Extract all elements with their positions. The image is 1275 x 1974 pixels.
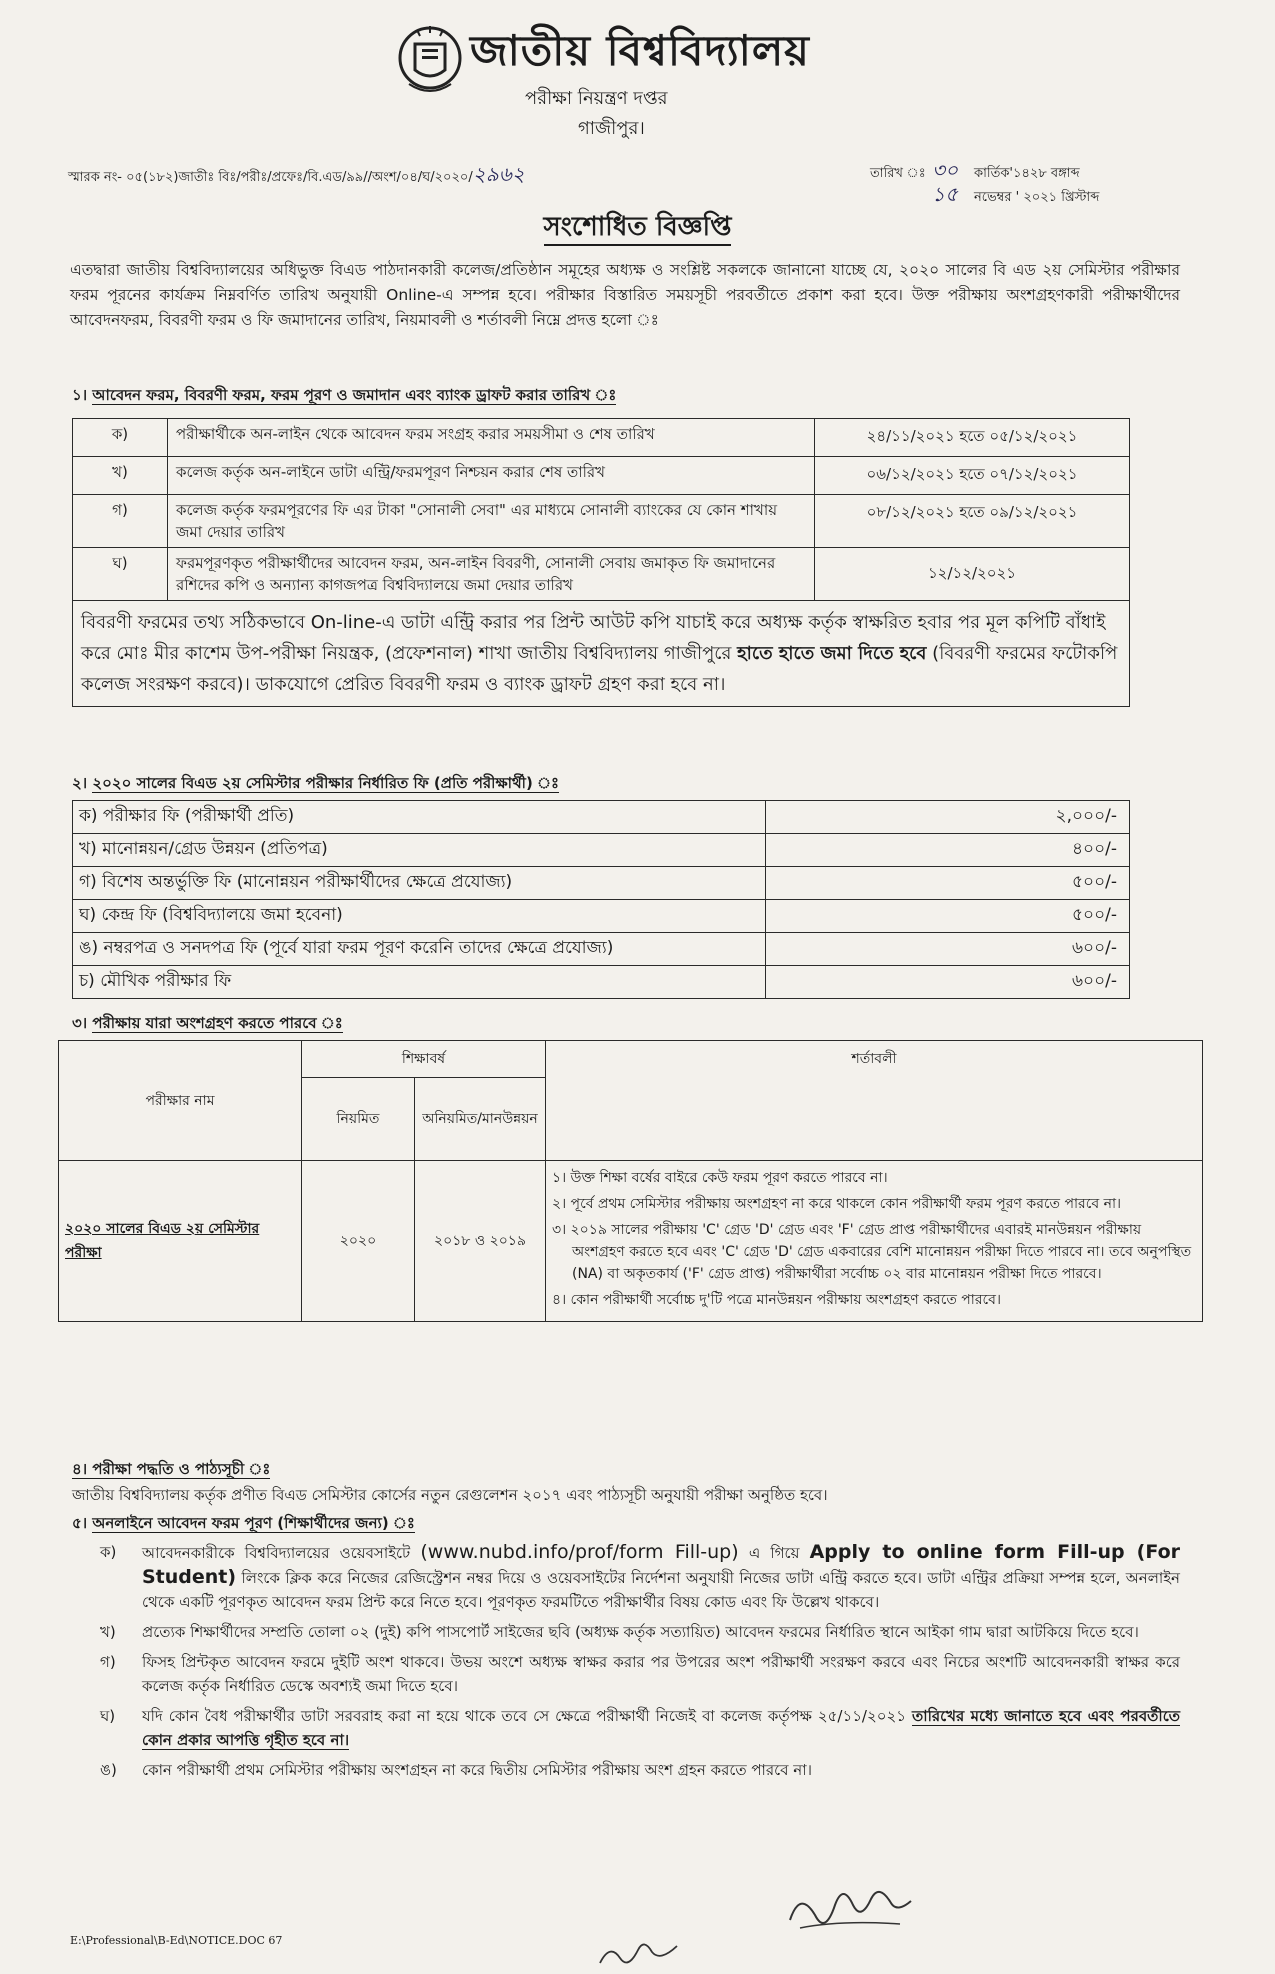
table-row — [73, 548, 1130, 601]
condition-item: ৪। কোন পরীক্ষার্থী সর্বোচ্চ দু'টি পত্রে মানউন্নয়ন পরীক্ষায় অংশগ্রহণ করতে পারবে। — [552, 1292, 1001, 1308]
table-row — [73, 457, 1130, 495]
row-index: ঘ) — [73, 548, 168, 601]
col-regular: নিয়মিত — [302, 1078, 415, 1161]
fee-label: ঙ) নম্বরপত্র ও সনদপত্র ফি (পূর্বে যারা ফরম পূরণ করেনি তাদের ক্ষেত্রে প্রযোজ্য) — [73, 933, 766, 966]
section1-heading: ১। আবেদন ফরম, বিবরণী ফরম, ফরম পূরণ ও জমাদান এবং ব্যাংক ড্রাফট করার তারিখ ঃ — [72, 386, 617, 404]
list-item: গ) ফিসহ প্রিন্টকৃত আবেদন ফরমে দুইটি অংশ থাকবে। উভয় অংশে অধ্যক্ষ স্বাক্ষর করার পর উপরের অংশ পরীক্ষার্থী সংরক্ষণ করবে এবং নিচের অংশটি আবেদনকারী স্বাক্ষর করে কলেজ কর্তৃক নির্ধারিত ডেস্কে অবশ্যই জমা দিতে হবে। — [100, 1653, 1180, 1695]
fee-label: ঘ) কেন্দ্র ফি (বিশ্ববিদ্যালয়ে জমা হবেনা) — [73, 900, 766, 933]
row-description: পরীক্ষার্থীকে অন-লাইন থেকে আবেদন ফরম সংগ্রহ করার সময়সীমা ও শেষ তারিখ — [168, 419, 815, 457]
row-index: খ) — [73, 457, 168, 495]
bengali-month-year: কার্তিক'১৪২৮ বঙ্গাব্দ — [974, 166, 1080, 181]
condition-item: ১। উক্ত শিক্ষা বর্ষের বাইরে কেউ ফরম পূরণ করতে পারবে না। — [552, 1170, 888, 1186]
fee-label: খ) মানোন্নয়ন/গ্রেড উন্নয়ন (প্রতিপত্র) — [73, 834, 766, 867]
date-label: তারিখ ঃ — [870, 166, 926, 181]
col-session: শিক্ষাবর্ষ — [302, 1041, 546, 1078]
table-row — [59, 1161, 1203, 1322]
apply-link-text: Apply to online form Fill-up (For Student) — [142, 1541, 1180, 1588]
signature-icon — [780, 1880, 920, 1940]
section5-list — [100, 1540, 1180, 1788]
fee-amount: ৬০০/- — [766, 933, 1130, 966]
fee-amount: ৪০০/- — [766, 834, 1130, 867]
row-date: ০৮/১২/২০২১ হতে ০৯/১২/২০২১ — [815, 495, 1130, 548]
eligibility-table — [58, 1040, 1203, 1322]
row-description: ফরমপূরণকৃত পরীক্ষার্থীদের আবেদন ফরম, অন-লাইন বিবরণী, সোনালী সেবায় জমাকৃত ফি জমাদানের রশিদের কপি ও অন্যান্য কাগজপত্র বিশ্ববিদ্যালয়ে জমা দেয়ার তারিখ — [168, 548, 815, 601]
list-item: ঙ) কোন পরীক্ষার্থী প্রথম সেমিস্টার পরীক্ষায় অংশগ্রহন না করে দ্বিতীয় সেমিস্টার পরীক্ষায় অংশ গ্রহন করতে পারবে না। — [100, 1761, 812, 1779]
intro-paragraph: এতদ্বারা জাতীয় বিশ্ববিদ্যালয়ের অধিভুক্ত বিএড পাঠদানকারী কলেজ/প্রতিষ্ঠান সমূহের অধ্যক্ষ ও সংশ্লিষ্ট সকলকে জানানো যাচ্ছে যে, ২০২০ সালের বি এড ২য় সেমিস্টার পরীক্ষার ফরম পূরনের কার্যক্রম নিম্নবর্ণিত তারিখ অনুযায়ী Online-এ সম্পন্ন হবে। পরীক্ষার বিস্তারিত সময়সূচী পরবর্তীতে প্রকাশ করা হবে। উক্ত পরীক্ষায় অংশগ্রহণকারী পরীক্ষার্থীদের আবেদনফরম, বিবরণী ফরম ও ফি জমাদানের তারিখ, নিয়মাবলী ও শর্তাবলী নিম্নে প্রদত্ত হলো ঃ — [70, 261, 1180, 329]
table-row — [73, 801, 1130, 834]
section3-heading: ৩। পরীক্ষায় যারা অংশগ্রহণ করতে পারবে ঃ — [72, 1014, 343, 1032]
fee-amount: ৫০০/- — [766, 900, 1130, 933]
office-city: গাজীপুর। — [578, 118, 645, 139]
session-irregular: ২০১৮ ও ২০১৯ — [415, 1161, 546, 1322]
english-day: ১৫ — [932, 182, 958, 206]
memo-reference — [68, 160, 525, 193]
memo-ref-text: স্মারক নং- ০৫(১৮২)জাতীঃ বিঃ/পরীঃ/প্রফেঃ/বি.এড/৯৯//অংশ/০৪/ঘ/২০২০/ — [68, 170, 473, 185]
table-row — [73, 867, 1130, 900]
exam-name: ২০২০ সালের বিএড ২য় সেমিস্টার পরীক্ষা — [59, 1161, 302, 1322]
table-row — [73, 933, 1130, 966]
university-name: জাতীয় বিশ্ববিদ্যালয় — [470, 26, 810, 75]
col-irregular: অনিয়মিত/মানউন্নয়ন — [415, 1078, 546, 1161]
memo-ref-handwritten: ২৯৬২ — [472, 162, 525, 186]
condition-item: ২। পূর্বে প্রথম সেমিস্টার পরীক্ষায় অংশগ্রহণ না করে থাকলে কোন পরীক্ষার্থী ফরম পূরণ করতে পারবে না। — [552, 1196, 1122, 1212]
row-date: ১২/১২/২০২১ — [815, 548, 1130, 601]
table-row — [73, 900, 1130, 933]
fee-label: ক) পরীক্ষার ফি (পরীক্ষার্থী প্রতি) — [73, 801, 766, 834]
row-date: ০৬/১২/২০২১ হতে ০৭/১২/২০২১ — [815, 457, 1130, 495]
date-block — [870, 156, 1099, 204]
table-row — [73, 495, 1130, 548]
list-item: ঘ) যদি কোন বৈধ পরীক্ষার্থীর ডাটা সরবরাহ করা না হয়ে থাকে তবে সে ক্ষেত্রে পরীক্ষার্থী নিজেই বা কলেজ কর্তৃপক্ষ ২৫/১১/২০২১ তারিখের মধ্যে জানাতে হবে এবং পরবর্তীতে কোন প্রকার আপত্তি গৃহীত হবে না। — [100, 1707, 1180, 1749]
table-row — [73, 966, 1130, 999]
university-logo-icon — [395, 22, 465, 100]
session-regular: ২০২০ — [302, 1161, 415, 1322]
row-description: কলেজ কর্তৃক ফরমপূরণের ফি এর টাকা "সোনালী সেবা" এর মাধ্যমে সোনালী ব্যাংকের যে কোন শাখায় জমা দেয়ার তারিখ — [168, 495, 815, 548]
fee-amount: ৬০০/- — [766, 966, 1130, 999]
website-url: (www.nubd.info/prof/form Fill-up) — [420, 1541, 739, 1563]
notice-title: সংশোধিত বিজ্ঞপ্তি — [0, 206, 1275, 250]
fee-amount: ২,০০০/- — [766, 801, 1130, 834]
col-conditions: শর্তাবলী — [546, 1041, 1203, 1161]
table-row — [73, 419, 1130, 457]
conditions-list — [546, 1161, 1203, 1322]
office-name: পরীক্ষা নিয়ন্ত্রণ দপ্তর — [525, 88, 668, 109]
row-index: গ) — [73, 495, 168, 548]
section2-heading: ২। ২০২০ সালের বিএড ২য় সেমিস্টার পরীক্ষার নির্ধারিত ফি (প্রতি পরীক্ষার্থী) ঃ — [72, 774, 560, 792]
bengali-day: ৩০ — [932, 158, 959, 182]
english-month-year: নভেম্বর ' ২০২১ খ্রিস্টাব্দ — [974, 190, 1100, 205]
schedule-table — [72, 418, 1130, 707]
row-description: কলেজ কর্তৃক অন-লাইনে ডাটা এন্ট্রি/ফরমপূরণ নিশ্চয়ন করার শেষ তারিখ — [168, 457, 815, 495]
submission-note: বিবরণী ফরমের তথ্য সঠিকভাবে On-line-এ ডাটা এন্ট্রি করার পর প্রিন্ট আউট কপি যাচাই করে অধ্যক্ষ কর্তৃক স্বাক্ষরিত হবার পর মূল কপিটি বাঁধাই করে মোঃ মীর কাশেম উপ-পরীক্ষা নিয়ন্ত্রক, (প্রফেশনাল) শাখা জাতীয় বিশ্ববিদ্যালয় গাজীপুরে হাতে হাতে জমা দিতে হবে (বিবরণী ফরমের ফটোকপি কলেজ সংরক্ষণ করবে)। ডাকযোগে প্রেরিত বিবরণী ফরম ও ব্যাংক ড্রাফট গ্রহণ করা হবে না। — [73, 601, 1130, 707]
col-exam-name: পরীক্ষার নাম — [59, 1041, 302, 1161]
section5-heading: ৫। অনলাইনে আবেদন ফরম পূরণ (শিক্ষার্থীদের জন্য) ঃ — [72, 1514, 415, 1532]
fee-label: চ) মৌখিক পরীক্ষার ফি — [73, 966, 766, 999]
section4-heading: ৪। পরীক্ষা পদ্ধতি ও পাঠ্যসূচী ঃ — [72, 1460, 271, 1478]
fee-table — [72, 800, 1130, 999]
row-date: ২৪/১১/২০২১ হতে ০৫/১২/২০২১ — [815, 419, 1130, 457]
table-row — [73, 834, 1130, 867]
initials-icon — [595, 1935, 685, 1970]
table-header-row — [59, 1041, 1203, 1078]
list-item: খ) প্রত্যেক শিক্ষার্থীদের সম্প্রতি তোলা ০২ (দুই) কপি পাসপোর্ট সাইজের ছবি (অধ্যক্ষ কর্তৃক সত্যায়িত) আবেদন ফরমের নির্ধারিত স্থানে আইকা গাম দ্বারা আটকিয়ে দিতে হবে। — [100, 1623, 1139, 1641]
section4-body: জাতীয় বিশ্ববিদ্যালয় কর্তৃক প্রণীত বিএড সেমিস্টার কোর্সের নতুন রেগুলেশন ২০১৭ এবং পাঠ্যসূচী অনুযায়ী পরীক্ষা অনুষ্ঠিত হবে। — [72, 1486, 828, 1504]
table-row — [73, 601, 1130, 707]
condition-item: ৩। ২০১৯ সালের পরীক্ষায় 'C' গ্রেড 'D' গ্রেড এবং 'F' গ্রেড প্রাপ্ত পরীক্ষার্থীদের এবারই মানউন্নয়ন পরীক্ষায় অংশগ্রহণ করতে হবে এবং 'C' গ্রেড 'D' গ্রেড একবারের বেশি মানোন্নয়ন পরীক্ষা দিতে পারবে না। তবে অনুপস্থিত (NA) বা অকৃতকার্য ('F' গ্রেড প্রাপ্ত) পরীক্ষার্থীরা সর্বোচ্চ ০২ বার মানোন্নয়ন পরীক্ষা দিতে পারবে। — [552, 1222, 1192, 1282]
list-item: ক) আবেদনকারীকে বিশ্ববিদ্যালয়ের ওয়েবসাইটে (www.nubd.info/prof/form Fill-up) এ গিয়ে Apply to online form Fill-up (For Student) লিংকে ক্লিক করে নিজের রেজিস্ট্রেশন নম্বর দিয়ে ও ওয়েবসাইটের নির্দেশনা অনুযায়ী নিজের ডাটা এন্ট্রি করতে হবে। ডাটা এন্ট্রির প্রক্রিয়া সম্পন্ন হলে, অনলাইন থেকে একটি পূরণকৃত আবেদন ফরম প্রিন্ট করে নিতে হবে। পূরণকৃত ফরমটিতে পরীক্ষার্থীর বিষয় কোড এবং ফি উল্লেখ থাকবে। — [100, 1541, 1180, 1611]
fee-amount: ৫০০/- — [766, 867, 1130, 900]
row-index: ক) — [73, 419, 168, 457]
fee-label: গ) বিশেষ অন্তর্ভুক্তি ফি (মানোন্নয়ন পরীক্ষার্থীদের ক্ষেত্রে প্রযোজ্য) — [73, 867, 766, 900]
file-path: E:\Professional\B-Ed\NOTICE.DOC 67 — [70, 1934, 283, 1947]
